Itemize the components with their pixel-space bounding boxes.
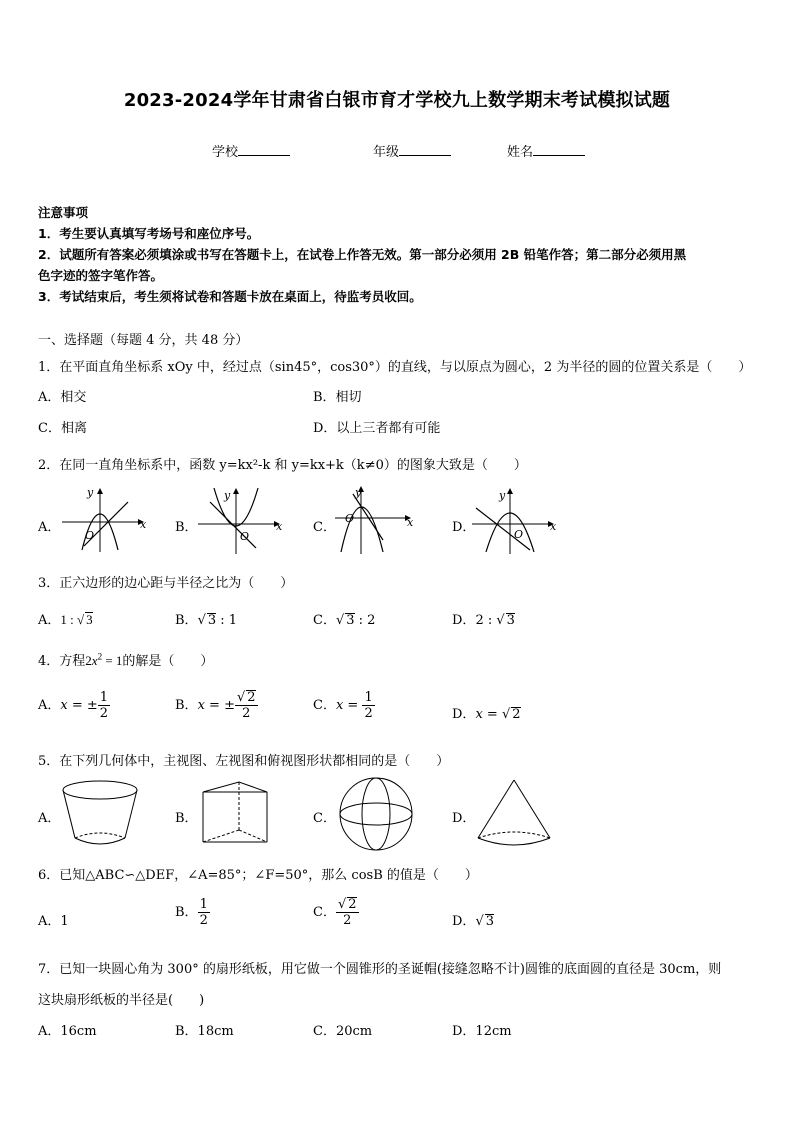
- q2c-origin-label: O: [345, 512, 355, 525]
- grade-field: 年级: [373, 141, 451, 160]
- q6-option-d[interactable]: D．√ 3: [452, 914, 495, 929]
- q1-stem: 1．在平面直角坐标系 xOy 中，经过点（sin45°，cos30°）的直线，与以原点为圆心，2 为半径的圆的位置关系是（ ）: [38, 360, 752, 375]
- q2-stem: 2．在同一直角坐标系中，函数 y=kx²-k 和 y=kx+k（k≠0）的图象大致是（ ）: [38, 458, 527, 473]
- q2a-x-label: x: [140, 518, 147, 531]
- q2b-y-label: y: [224, 489, 231, 502]
- triangular-prism-icon: [197, 776, 277, 848]
- q7-option-d[interactable]: D．12cm: [452, 1024, 512, 1039]
- q2-option-a[interactable]: A．: [38, 520, 61, 535]
- frustum-icon: [58, 778, 142, 848]
- notes-heading: 注意事项: [38, 205, 89, 220]
- school-field: 学校: [212, 141, 290, 160]
- q7-stem-line1: 7．已知一块圆心角为 300° 的扇形纸板，用它做一个圆锥形的圣诞帽(接缝忽略不计)圆锥的底面圆的直径是 30cm，则: [38, 962, 722, 977]
- note-3: 3．考试结束后，考生须将试卷和答题卡放在桌面上，待监考员收回。: [38, 289, 422, 304]
- q5-stem: 5．在下列几何体中，主视图、左视图和俯视图形状都相同的是（ ）: [38, 754, 450, 769]
- q2d-origin-label: O: [514, 528, 524, 541]
- q2c-y-label: y: [355, 486, 362, 499]
- q4-option-d[interactable]: D．x = √ 2: [452, 707, 521, 722]
- q2-graph-d-icon: [470, 484, 562, 556]
- q4-option-b[interactable]: B．x = ± $\frac{√ 2}{2}$: [175, 690, 256, 721]
- q2c-x-label: x: [407, 516, 414, 529]
- q6-option-a[interactable]: A．1: [38, 914, 69, 929]
- q2b-origin-label: O: [240, 530, 250, 543]
- q7-option-c[interactable]: C．20cm: [313, 1024, 373, 1039]
- q2a-origin-label: O: [85, 529, 95, 542]
- q5-option-a[interactable]: A．: [38, 811, 61, 826]
- q6-option-c[interactable]: C． $\frac{√ 2}{2}$: [313, 897, 357, 928]
- q1-option-d[interactable]: D．以上三者都有可能: [313, 421, 441, 436]
- q5-option-b[interactable]: B．: [175, 811, 198, 826]
- q7-stem-line2: 这块扇形纸板的半径是( ): [38, 993, 205, 1008]
- q1-option-a[interactable]: A．相交: [38, 390, 87, 405]
- cone-icon: [474, 776, 554, 850]
- q2-option-c[interactable]: C．: [313, 520, 336, 535]
- q2-graph-a-icon: [60, 484, 150, 554]
- q3-option-c[interactable]: C．√ 3 : 2: [313, 613, 376, 628]
- q1-option-c[interactable]: C．相离: [38, 421, 87, 436]
- q3-option-b[interactable]: B．√ 3 : 1: [175, 613, 238, 628]
- q5-option-d[interactable]: D．: [452, 811, 476, 826]
- q2d-x-label: x: [550, 520, 557, 533]
- q3-stem: 3．正六边形的边心距与半径之比为（ ）: [38, 576, 294, 591]
- name-field: 姓名: [507, 141, 585, 160]
- exam-title: 2023-2024学年甘肃省白银市育才学校九上数学期末考试模拟试题: [123, 90, 671, 111]
- note-2-cont: 色字迹的签字笔作答。: [38, 268, 164, 283]
- q7-option-a[interactable]: A．16cm: [38, 1024, 97, 1039]
- q5-option-c[interactable]: C．: [313, 811, 336, 826]
- q7-option-b[interactable]: B．18cm: [175, 1024, 234, 1039]
- sphere-icon: [336, 774, 416, 854]
- note-2: 2．试题所有答案必须填涂或书写在答题卡上，在试卷上作答无效。第一部分必须用 2B 铅笔作答；第二部分必须用黑: [38, 247, 687, 262]
- q2-graph-c-icon: [333, 482, 423, 556]
- q3-option-d[interactable]: D．2 : √ 3: [452, 613, 515, 628]
- section-heading: 一、选择题（每题 4 分，共 48 分）: [38, 333, 249, 348]
- note-1: 1．考生要认真填写考场号和座位序号。: [38, 226, 260, 241]
- q4-stem: 4．方程$2x^2 = 1$的解是（ ）: [38, 651, 214, 669]
- q3-option-a[interactable]: A．1 : √ 3: [38, 612, 93, 628]
- q4-option-c[interactable]: C．x = $\frac{1}{2}$: [313, 690, 373, 721]
- q6-stem: 6．已知△ABC∽△DEF，∠A=85°；∠F=50°，那么 cosB 的值是（ ）: [38, 868, 478, 883]
- q2a-y-label: y: [87, 486, 94, 499]
- q2-graph-b-icon: [196, 484, 286, 556]
- q2-option-b[interactable]: B．: [175, 520, 198, 535]
- q1-option-b[interactable]: B．相切: [313, 390, 362, 405]
- q2d-y-label: y: [499, 489, 506, 502]
- q4-option-a[interactable]: A．x = ± $\frac{1}{2}$: [38, 690, 109, 721]
- q6-option-b[interactable]: B． $\frac{1}{2}$: [175, 897, 208, 928]
- q2b-x-label: x: [276, 520, 283, 533]
- q2-option-d[interactable]: D．: [452, 520, 476, 535]
